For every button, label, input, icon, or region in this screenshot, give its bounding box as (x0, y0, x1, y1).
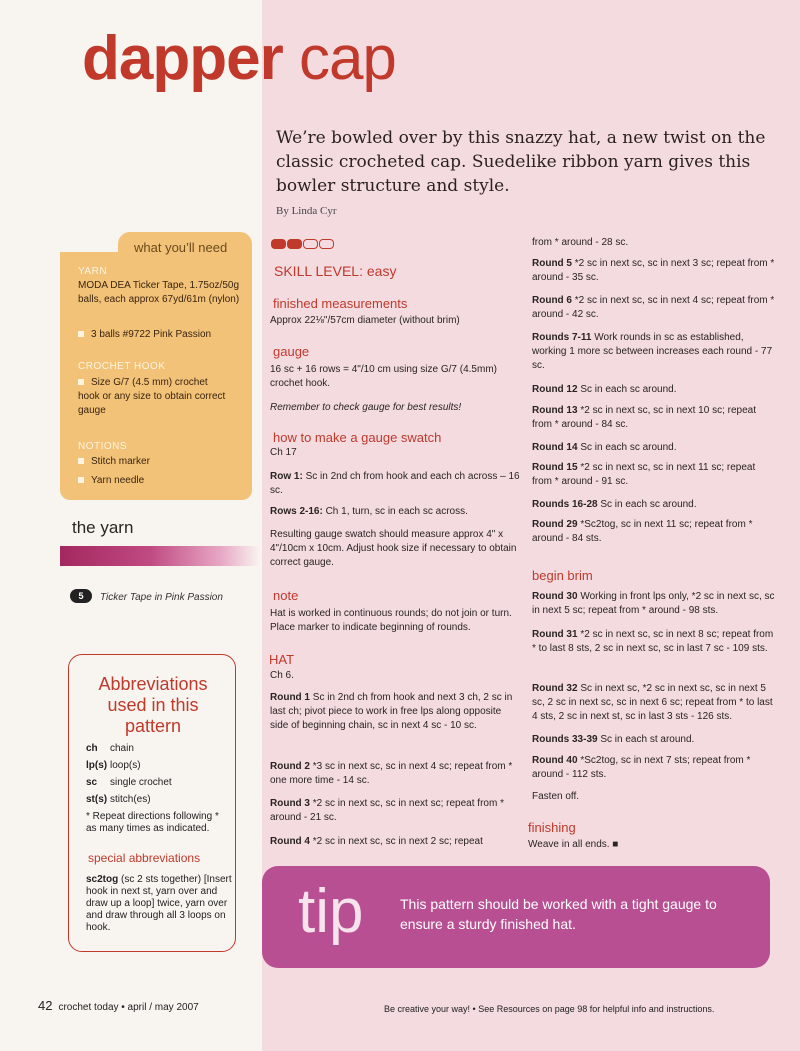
repeat-note: * Repeat directions following * as many times as indicated. (86, 811, 219, 834)
round-instruction: Round 4 *2 sc in next sc, sc in next 2 sc; repeat (270, 836, 483, 847)
round-instruction: Round 5 *2 sc in next sc, sc in next 3 sc; repeat from * around - 35 sc. (532, 258, 775, 283)
gauge-heading: gauge (273, 344, 310, 359)
yarn-swatch (60, 546, 260, 566)
tip-word: tip (298, 877, 364, 946)
round-instruction: Round 12 Sc in each sc around. (532, 384, 677, 395)
bullet-icon (78, 331, 84, 337)
round-instruction: Round 15 *2 sc in next sc, sc in next 11 sc; repeat from * around - 91 sc. (532, 462, 756, 487)
round-instruction: Round 31 *2 sc in next sc, sc in next 8 sc; repeat from * to last 8 sts, 2 sc in next sc, sc in last 7 sc - 109 sts. (532, 629, 774, 654)
byline: By Linda Cyr (276, 205, 337, 217)
hook-heading: CROCHET HOOK (78, 361, 166, 372)
fasten-off: Fasten off. (532, 791, 580, 802)
round-instruction: Round 3 *2 sc in next sc, sc in next sc; repeat from * around - 21 sc. (270, 798, 504, 823)
bullet-icon (78, 379, 84, 385)
hat-chain: Ch 6. (270, 670, 294, 681)
footer-right: Be creative your way! • See Resources on page 98 for helpful info and instructions. (384, 1004, 715, 1014)
round-instruction: Round 30 Working in front lps only, *2 sc in next sc, sc in next 5 sc; repeat from * around - 98 sts. (532, 591, 775, 616)
swatch-result: Resulting gauge swatch should measure approx 4" x 4"/10cm x 10cm. Adjust hook size if necessary to obtain correct gauge. (270, 529, 517, 568)
round-instruction: Rounds 16-28 Sc in each sc around. (532, 499, 697, 510)
need-label: what you’ll need (134, 240, 228, 255)
begin-brim-heading: begin brim (532, 568, 593, 583)
hook-item: Size G/7 (4.5 mm) crochet hook or any size to obtain correct gauge (78, 377, 226, 416)
yarn-heading: YARN (78, 266, 108, 277)
round-instruction: Round 14 Sc in each sc around. (532, 442, 677, 453)
intro-paragraph: We’re bowled over by this snazzy hat, a new twist on the classic crocheted cap. Suedelike ribbon yarn gives this bowler structure and style. (276, 128, 766, 196)
row-instruction: Row 1: Sc in 2nd ch from hook and each ch across – 16 sc. (270, 471, 520, 496)
yarn-section-title: the yarn (72, 518, 134, 537)
bullet-icon (78, 458, 84, 464)
round-instruction: Round 29 *Sc2tog, sc in next 11 sc; repeat from * around - 84 sts. (532, 519, 753, 544)
round-instruction: Round 6 *2 sc in next sc, sc in next 4 sc; repeat from * around - 42 sc. (532, 295, 775, 320)
footer-left: 42 crochet today • april / may 2007 (38, 998, 199, 1013)
finishing-text: Weave in all ends. ■ (528, 839, 619, 850)
finishing-heading: finishing (528, 820, 576, 835)
skill-level-icon (271, 236, 335, 254)
gauge-swatch-heading: how to make a gauge swatch (273, 430, 442, 445)
note-heading: note (273, 588, 299, 603)
special-abbreviation: sc2tog (sc 2 sts together) [Insert hook in next st, yarn over and draw up a loop] twice, yarn over and draw through all 3 loops on hook. (86, 874, 232, 933)
notion-item: Stitch marker (78, 455, 246, 469)
page-number: 42 (38, 998, 53, 1013)
note-text: Hat is worked in continuous rounds; do not join or turn. Place marker to indicate beginning of rounds. (270, 608, 512, 633)
yarn-caption: Ticker Tape in Pink Passion (100, 592, 223, 603)
bullet-icon (78, 477, 84, 483)
tip-text: This pattern should be worked with a tight gauge to ensure a sturdy finished hat. (400, 896, 717, 932)
round-instruction: Round 2 *3 sc in next sc, sc in next 4 sc; repeat from * one more time - 14 sc. (270, 761, 513, 786)
round-instruction: Round 32 Sc in next sc, *2 sc in next sc, sc in next 5 sc, 2 sc in next sc, sc in next 6 sc; repeat from * to last 4 sts, 2 sc in next st, sc in last 3 sts - 126 sts. (532, 683, 773, 722)
swatch-chain: Ch 17 (270, 447, 297, 458)
abbreviation-row: ch chain (86, 743, 134, 754)
skill-level: SKILL LEVEL: easy (274, 263, 397, 279)
gauge-text: 16 sc + 16 rows = 4"/10 cm using size G/7 (4.5mm) crochet hook. (270, 364, 497, 389)
round-instruction: Rounds 7-11 Work rounds in sc as established, working 1 more sc between increases each round - 77 sc. (532, 332, 773, 371)
yarn-item: 3 balls #9722 Pink Passion (78, 328, 246, 342)
abbreviation-row: st(s) stitch(es) (86, 794, 151, 805)
abbreviation-row: lp(s) loop(s) (86, 760, 141, 771)
finished-measurements-text: Approx 22⅛"/57cm diameter (without brim) (270, 315, 460, 326)
gauge-note: Remember to check gauge for best results! (270, 402, 462, 413)
round-instruction: Round 13 *2 sc in next sc, sc in next 10 sc; repeat from * around - 84 sc. (532, 405, 756, 430)
yarn-text: MODA DEA Ticker Tape, 1.75oz/50g balls, each approx 67yd/61m (nylon) (78, 280, 240, 305)
round-instruction: Round 1 Sc in 2nd ch from hook and next 3 ch, 2 sc in last ch; pivot piece to work in free lps along opposite side of beginning chain, sc in next 4 sc - 10 sc. (270, 692, 513, 731)
notion-item: Yarn needle (78, 474, 246, 488)
abbreviations-title: Abbreviations used in this pattern (98, 674, 208, 736)
special-abbreviations-title: special abbreviations (88, 851, 201, 865)
yarn-weight-icon: 5 (70, 589, 92, 603)
round-instruction: Round 40 *Sc2tog, sc in next 7 sts; repeat from * around - 112 sts. (532, 755, 751, 780)
abbreviation-row: sc single crochet (86, 777, 172, 788)
notions-heading: NOTIONS (78, 441, 128, 452)
round-continued: from * around - 28 sc. (532, 237, 629, 248)
round-instruction: Rounds 33-39 Sc in each st around. (532, 734, 695, 745)
hat-heading: HAT (269, 652, 295, 667)
row-instruction: Rows 2-16: Ch 1, turn, sc in each sc across. (270, 506, 468, 517)
page-title: dapper cap (82, 24, 396, 93)
finished-measurements-heading: finished measurements (273, 296, 408, 311)
